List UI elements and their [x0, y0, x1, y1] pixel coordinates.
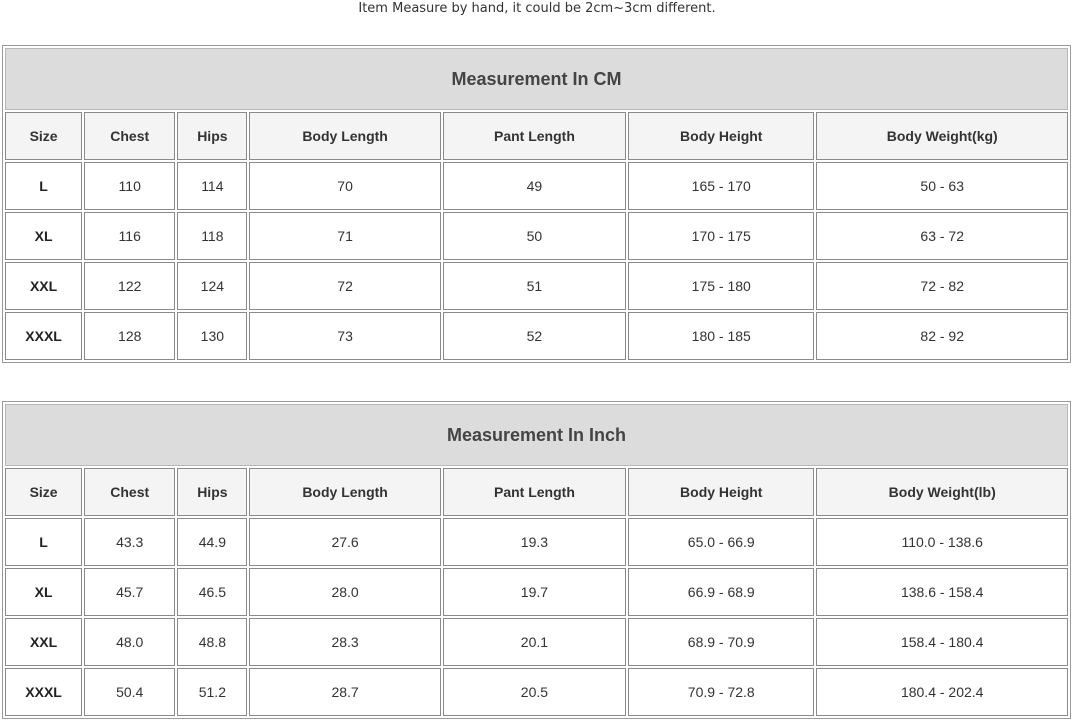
cm-table-title: Measurement In CM [5, 48, 1068, 110]
cm-size-table [2, 45, 1071, 363]
cm-header-row [5, 112, 1068, 160]
table-cell: 20.1 [443, 618, 626, 666]
header-cell: Chest [84, 112, 175, 160]
header-cell: Body Weight(kg) [816, 112, 1068, 160]
table-cell: 158.4 - 180.4 [816, 618, 1068, 666]
table-row [5, 568, 1068, 616]
table-cell: 70.9 - 72.8 [628, 668, 814, 716]
inch-size-table [2, 401, 1071, 719]
table-cell: 68.9 - 70.9 [628, 618, 814, 666]
table-cell: 28.3 [249, 618, 440, 666]
size-cell: XXL [5, 618, 82, 666]
table-cell: 138.6 - 158.4 [816, 568, 1068, 616]
table-cell: 122 [84, 262, 175, 310]
measurement-note: Item Measure by hand, it could be 2cm~3cm different. [358, 1, 716, 16]
table-cell: 28.0 [249, 568, 440, 616]
table-cell: 51 [443, 262, 626, 310]
table-cell: 128 [84, 312, 175, 360]
table-cell: 72 - 82 [816, 262, 1068, 310]
inch-table-title: Measurement In Inch [5, 404, 1068, 466]
inch-header-row [5, 468, 1068, 516]
header-cell: Hips [177, 112, 247, 160]
table-row [5, 262, 1068, 310]
table-cell: 72 [249, 262, 440, 310]
table-row [5, 162, 1068, 210]
table-cell: 50 [443, 212, 626, 260]
table-cell: 170 - 175 [628, 212, 814, 260]
table-row [5, 668, 1068, 716]
size-cell: XXXL [5, 668, 82, 716]
table-cell: 43.3 [84, 518, 175, 566]
size-cell: L [5, 162, 82, 210]
size-cell: L [5, 518, 82, 566]
table-cell: 48.8 [177, 618, 247, 666]
size-cell: XL [5, 212, 82, 260]
table-cell: 110.0 - 138.6 [816, 518, 1068, 566]
table-cell: 82 - 92 [816, 312, 1068, 360]
table-cell: 19.7 [443, 568, 626, 616]
size-cell: XL [5, 568, 82, 616]
table-cell: 20.5 [443, 668, 626, 716]
table-cell: 19.3 [443, 518, 626, 566]
header-cell: Chest [84, 468, 175, 516]
header-cell: Pant Length [443, 112, 626, 160]
size-cell: XXL [5, 262, 82, 310]
table-cell: 118 [177, 212, 247, 260]
table-cell: 180.4 - 202.4 [816, 668, 1068, 716]
table-row [5, 312, 1068, 360]
table-cell: 44.9 [177, 518, 247, 566]
table-row [5, 212, 1068, 260]
header-cell: Size [5, 468, 82, 516]
header-cell: Body Weight(lb) [816, 468, 1068, 516]
table-cell: 51.2 [177, 668, 247, 716]
table-row [5, 518, 1068, 566]
table-cell: 48.0 [84, 618, 175, 666]
table-cell: 45.7 [84, 568, 175, 616]
header-cell: Body Length [249, 468, 440, 516]
table-cell: 114 [177, 162, 247, 210]
table-cell: 70 [249, 162, 440, 210]
size-cell: XXXL [5, 312, 82, 360]
header-cell: Pant Length [443, 468, 626, 516]
table-cell: 110 [84, 162, 175, 210]
table-cell: 73 [249, 312, 440, 360]
table-cell: 50.4 [84, 668, 175, 716]
table-cell: 116 [84, 212, 175, 260]
table-cell: 175 - 180 [628, 262, 814, 310]
header-cell: Body Height [628, 112, 814, 160]
table-cell: 66.9 - 68.9 [628, 568, 814, 616]
table-cell: 63 - 72 [816, 212, 1068, 260]
table-cell: 165 - 170 [628, 162, 814, 210]
header-cell: Body Length [249, 112, 440, 160]
header-cell: Body Height [628, 468, 814, 516]
table-cell: 124 [177, 262, 247, 310]
header-cell: Hips [177, 468, 247, 516]
table-cell: 49 [443, 162, 626, 210]
table-cell: 46.5 [177, 568, 247, 616]
header-cell: Size [5, 112, 82, 160]
table-cell: 71 [249, 212, 440, 260]
table-cell: 180 - 185 [628, 312, 814, 360]
table-cell: 28.7 [249, 668, 440, 716]
table-cell: 65.0 - 66.9 [628, 518, 814, 566]
table-cell: 130 [177, 312, 247, 360]
table-cell: 27.6 [249, 518, 440, 566]
table-row [5, 618, 1068, 666]
table-cell: 52 [443, 312, 626, 360]
table-cell: 50 - 63 [816, 162, 1068, 210]
